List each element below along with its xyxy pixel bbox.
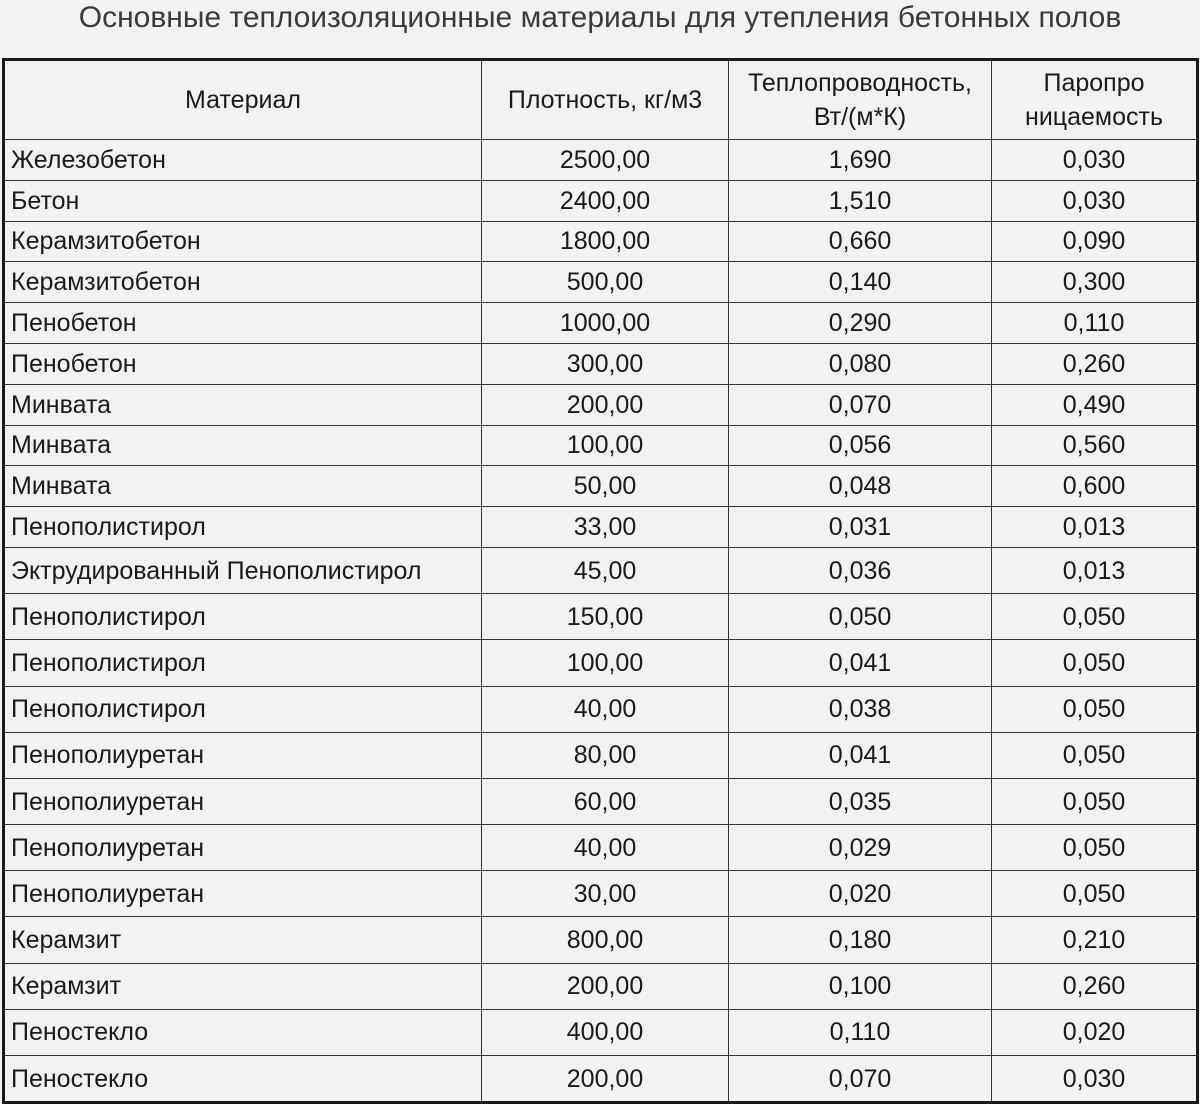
table-row: [4, 917, 1198, 963]
cell-vapor-permeability: 0,020: [992, 1009, 1198, 1055]
cell-density: 1800,00: [482, 221, 729, 262]
cell-material: Эктрудированный Пенополистирол: [4, 547, 482, 593]
cell-density: 40,00: [482, 825, 729, 871]
cell-material: Железобетон: [4, 140, 482, 181]
cell-density: 500,00: [482, 262, 729, 303]
table-row: [4, 262, 1198, 303]
cell-thermal-conductivity: 0,020: [729, 871, 992, 917]
cell-material: Минвата: [4, 384, 482, 425]
cell-density: 1000,00: [482, 303, 729, 344]
cell-thermal-conductivity: 0,029: [729, 825, 992, 871]
cell-density: 30,00: [482, 871, 729, 917]
cell-density: 33,00: [482, 507, 729, 548]
header-thermal-conductivity: [729, 60, 992, 140]
table-row: [4, 507, 1198, 548]
table-row: [4, 221, 1198, 262]
table-row: [4, 686, 1198, 732]
cell-material: Пенополистирол: [4, 640, 482, 686]
cell-material: Пенополиуретан: [4, 825, 482, 871]
header-density: Плотность, кг/м3: [482, 60, 729, 140]
cell-material: Бетон: [4, 180, 482, 221]
cell-material: Керамзит: [4, 917, 482, 963]
cell-density: 150,00: [482, 594, 729, 640]
cell-thermal-conductivity: 0,070: [729, 1056, 992, 1103]
cell-material: Керамзитобетон: [4, 221, 482, 262]
header-vapor-permeability: [992, 60, 1198, 140]
table-header: [4, 60, 1198, 140]
table-row: [4, 466, 1198, 507]
cell-material: Пенополистирол: [4, 686, 482, 732]
table-row: [4, 384, 1198, 425]
table-row: [4, 732, 1198, 778]
cell-vapor-permeability: 0,600: [992, 466, 1198, 507]
cell-material: Минвата: [4, 425, 482, 466]
cell-vapor-permeability: 0,300: [992, 262, 1198, 303]
cell-vapor-permeability: 0,090: [992, 221, 1198, 262]
table-row: [4, 871, 1198, 917]
header-material: Материал: [4, 60, 482, 140]
cell-density: 100,00: [482, 425, 729, 466]
cell-vapor-permeability: 0,050: [992, 640, 1198, 686]
cell-vapor-permeability: 0,050: [992, 825, 1198, 871]
cell-vapor-permeability: 0,050: [992, 594, 1198, 640]
cell-vapor-permeability: 0,013: [992, 507, 1198, 548]
cell-thermal-conductivity: 0,140: [729, 262, 992, 303]
cell-thermal-conductivity: 0,070: [729, 384, 992, 425]
cell-thermal-conductivity: 0,050: [729, 594, 992, 640]
cell-density: 400,00: [482, 1009, 729, 1055]
cell-thermal-conductivity: 0,041: [729, 732, 992, 778]
cell-thermal-conductivity: 1,510: [729, 180, 992, 221]
cell-material: Пенополиуретан: [4, 732, 482, 778]
cell-density: 80,00: [482, 732, 729, 778]
table-row: [4, 594, 1198, 640]
cell-density: 100,00: [482, 640, 729, 686]
cell-thermal-conductivity: 1,690: [729, 140, 992, 181]
cell-thermal-conductivity: 0,035: [729, 778, 992, 824]
cell-thermal-conductivity: 0,048: [729, 466, 992, 507]
table-body: [4, 140, 1198, 1103]
cell-material: Пенополиуретан: [4, 871, 482, 917]
cell-material: Минвата: [4, 466, 482, 507]
cell-material: Пенополиуретан: [4, 778, 482, 824]
cell-vapor-permeability: 0,050: [992, 871, 1198, 917]
cell-vapor-permeability: 0,260: [992, 343, 1198, 384]
cell-material: Пенополистирол: [4, 507, 482, 548]
cell-thermal-conductivity: 0,290: [729, 303, 992, 344]
cell-material: Пенополистирол: [4, 594, 482, 640]
cell-thermal-conductivity: 0,660: [729, 221, 992, 262]
cell-material: Пеностекло: [4, 1056, 482, 1103]
table-row: [4, 1009, 1198, 1055]
cell-thermal-conductivity: 0,180: [729, 917, 992, 963]
cell-material: Керамзит: [4, 963, 482, 1009]
cell-material: Пенобетон: [4, 343, 482, 384]
cell-vapor-permeability: 0,030: [992, 1056, 1198, 1103]
cell-density: 800,00: [482, 917, 729, 963]
cell-vapor-permeability: 0,050: [992, 686, 1198, 732]
table-row: [4, 1056, 1198, 1103]
table-row: [4, 425, 1198, 466]
table-row: [4, 140, 1198, 181]
cell-vapor-permeability: 0,050: [992, 732, 1198, 778]
cell-thermal-conductivity: 0,080: [729, 343, 992, 384]
page-title: Основные теплоизоляционные материалы для утепления бетонных полов: [78, 1, 1122, 34]
cell-thermal-conductivity: 0,100: [729, 963, 992, 1009]
header-vapor-permeability-line1: Паропро: [1043, 69, 1145, 97]
cell-vapor-permeability: 0,030: [992, 180, 1198, 221]
cell-thermal-conductivity: 0,041: [729, 640, 992, 686]
cell-vapor-permeability: 0,560: [992, 425, 1198, 466]
header-thermal-conductivity-line2: Вт/(м*К): [813, 103, 907, 131]
cell-density: 45,00: [482, 547, 729, 593]
cell-vapor-permeability: 0,030: [992, 140, 1198, 181]
table-row: [4, 963, 1198, 1009]
cell-material: Керамзитобетон: [4, 262, 482, 303]
cell-thermal-conductivity: 0,056: [729, 425, 992, 466]
cell-density: 50,00: [482, 466, 729, 507]
cell-vapor-permeability: 0,110: [992, 303, 1198, 344]
cell-material: Пенобетон: [4, 303, 482, 344]
table-row: [4, 778, 1198, 824]
cell-vapor-permeability: 0,013: [992, 547, 1198, 593]
cell-material: Пеностекло: [4, 1009, 482, 1055]
materials-table: [2, 58, 1199, 1104]
cell-density: 200,00: [482, 1056, 729, 1103]
table-row: [4, 303, 1198, 344]
cell-vapor-permeability: 0,210: [992, 917, 1198, 963]
cell-thermal-conductivity: 0,110: [729, 1009, 992, 1055]
cell-thermal-conductivity: 0,038: [729, 686, 992, 732]
cell-density: 2500,00: [482, 140, 729, 181]
cell-vapor-permeability: 0,490: [992, 384, 1198, 425]
table-row: [4, 547, 1198, 593]
header-thermal-conductivity-line1: Теплопроводность,: [748, 69, 972, 97]
table-row: [4, 343, 1198, 384]
table-row: [4, 180, 1198, 221]
cell-vapor-permeability: 0,260: [992, 963, 1198, 1009]
cell-density: 200,00: [482, 963, 729, 1009]
table-row: [4, 825, 1198, 871]
cell-density: 300,00: [482, 343, 729, 384]
cell-density: 40,00: [482, 686, 729, 732]
table-row: [4, 640, 1198, 686]
cell-thermal-conductivity: 0,031: [729, 507, 992, 548]
cell-vapor-permeability: 0,050: [992, 778, 1198, 824]
cell-density: 2400,00: [482, 180, 729, 221]
cell-thermal-conductivity: 0,036: [729, 547, 992, 593]
cell-density: 60,00: [482, 778, 729, 824]
header-vapor-permeability-line2: ницаемость: [1025, 103, 1163, 131]
cell-density: 200,00: [482, 384, 729, 425]
header-row: [4, 60, 1198, 140]
